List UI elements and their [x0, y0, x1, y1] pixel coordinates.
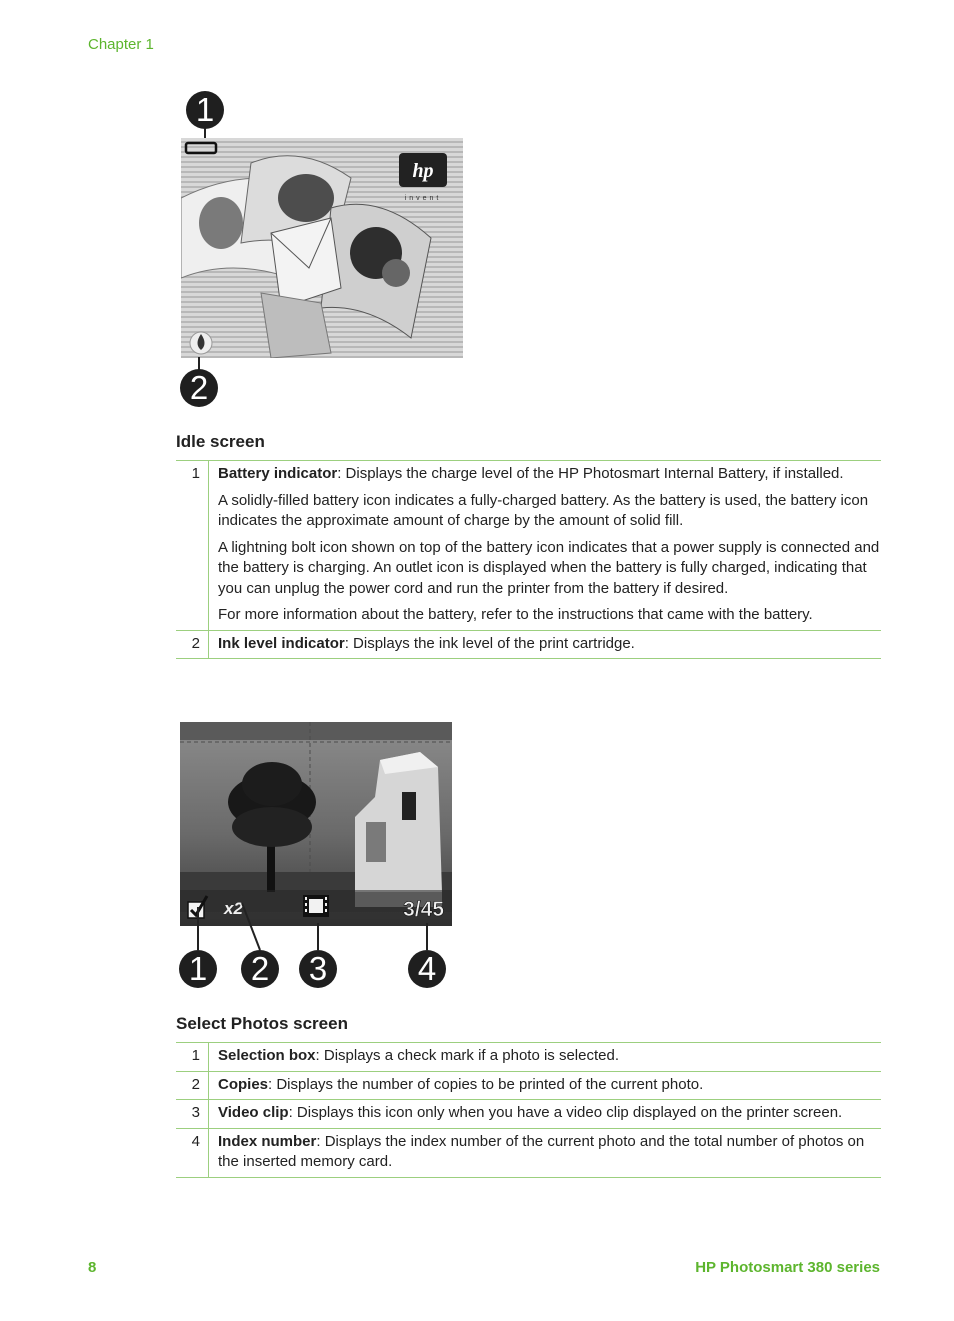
term-index-number: Index number: [218, 1132, 317, 1150]
description-paragraph: [218, 464, 881, 485]
description-text: : Displays the number of copies to be printed of the current photo.: [268, 1075, 704, 1093]
section-title-select-photos-screen: Select Photos screen: [176, 1014, 348, 1033]
callout-2: 2: [180, 369, 218, 407]
idle-screen-table: [176, 460, 881, 659]
table-row: [176, 1071, 881, 1100]
row-number: 1: [176, 1043, 209, 1072]
hp-logo: [399, 153, 447, 202]
castle-tower: [355, 752, 442, 907]
fanned-photos: [181, 156, 434, 358]
callout-1: 1: [186, 91, 224, 129]
term-battery-indicator: Battery indicator: [218, 465, 338, 482]
table-row: [176, 1043, 881, 1072]
description-text: : Displays this icon only when you have a video clip displayed on the printer screen.: [288, 1104, 843, 1121]
svg-text:hp: hp: [412, 160, 434, 182]
row-description: [209, 1043, 882, 1072]
description-text: : Displays the ink level of the print cartridge.: [344, 634, 635, 652]
row-description: [209, 461, 882, 631]
description-text: : Displays the charge level of the HP Photosmart Internal Battery, if installed.: [337, 465, 844, 482]
callout-leaders: [180, 895, 440, 955]
section-title-idle-screen: Idle screen: [176, 432, 265, 451]
row-description: [209, 630, 882, 659]
row-number: 2: [176, 1071, 209, 1100]
callout-3: 3: [299, 950, 337, 988]
select-photos-table: [176, 1042, 881, 1178]
table-row: [176, 1100, 881, 1129]
description-text: : Displays a check mark if a photo is selected.: [315, 1047, 619, 1064]
table-row: [176, 461, 881, 631]
copies-count: x2: [224, 899, 243, 918]
term-copies: Copies: [218, 1075, 269, 1093]
ink-drop-icon: [190, 332, 212, 354]
term-ink-level-indicator: Ink level indicator: [218, 634, 345, 652]
row-number: 3: [176, 1100, 209, 1129]
idle-screen-image: [181, 138, 463, 358]
callout-2: 2: [241, 950, 279, 988]
table-row: [176, 630, 881, 659]
table-row: [176, 1128, 881, 1177]
callout-1: 1: [179, 950, 217, 988]
description-paragraph: For more information about the battery, refer to the instructions that came with the battery.: [218, 606, 813, 623]
page-number: 8: [88, 1259, 97, 1276]
term-selection-box: Selection box: [218, 1047, 316, 1064]
svg-text:invent: invent: [404, 195, 442, 202]
description-paragraph: A solidly-filled battery icon indicates a fully-charged battery. As the battery is used, the battery icon indicates the approximate amount of charge by the amount of solid fill.: [218, 491, 869, 529]
idle-screen-illustration: [181, 138, 463, 358]
callout-4: 4: [408, 950, 446, 988]
chapter-header: Chapter 1: [88, 36, 154, 53]
row-number: 1: [176, 461, 209, 631]
row-number: 2: [176, 630, 209, 659]
description-paragraph: A lightning bolt icon shown on top of the battery icon indicates that a power supply is connected and the battery is charging. An outlet icon is displayed when the battery is fully charged, indicating that you can unplug the power cord and run the printer from the battery if desired.: [218, 538, 880, 597]
row-description: [209, 1100, 882, 1129]
description-text: : Displays the index number of the current photo and the total number of photos on the inserted memory card.: [218, 1132, 865, 1170]
row-description: [209, 1128, 882, 1177]
battery-icon: [186, 143, 216, 153]
index-number: 3/45: [403, 898, 444, 921]
term-video-clip: Video clip: [218, 1104, 289, 1121]
footer-title: HP Photosmart 380 series: [695, 1259, 880, 1276]
row-description: [209, 1071, 882, 1100]
row-number: 4: [176, 1128, 209, 1177]
